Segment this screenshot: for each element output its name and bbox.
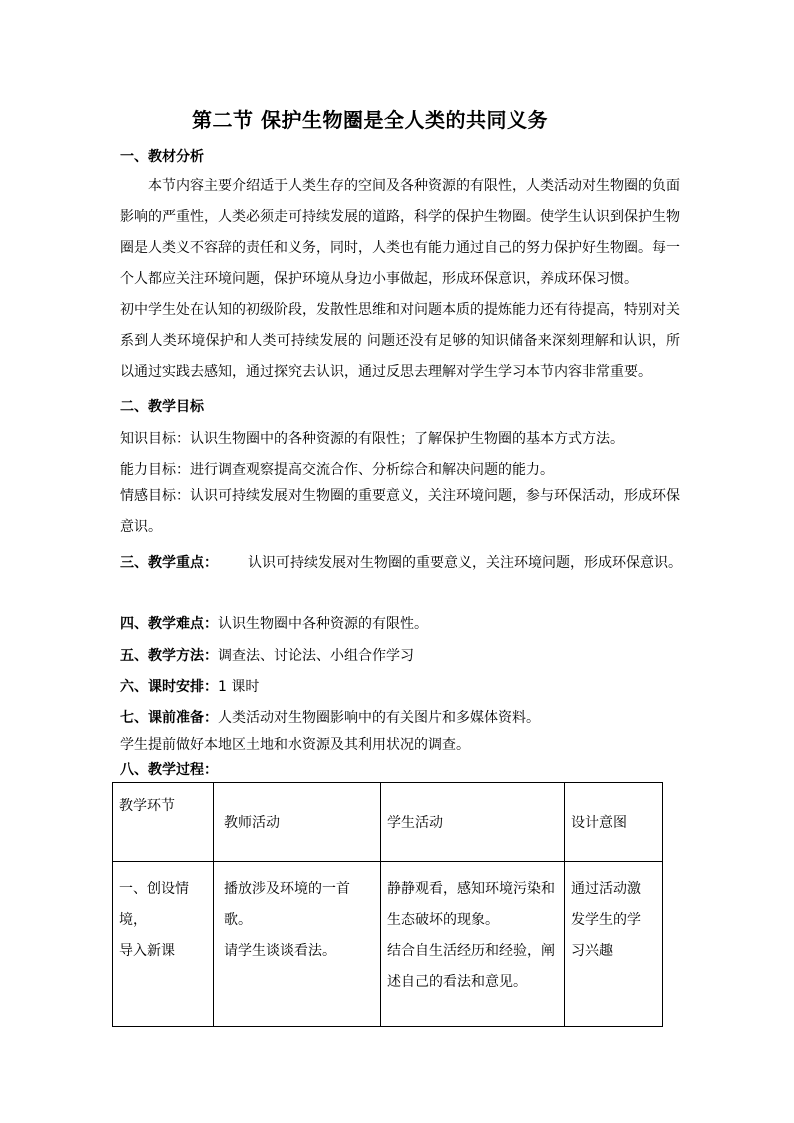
student-text-2: 生态破坏的现象。 — [387, 912, 499, 928]
student-text-4: 述自己的看法和意见。 — [387, 974, 527, 990]
teacher-text-1: 播放涉及环境的一首歌。 — [224, 881, 350, 928]
method-line — [120, 645, 414, 665]
difficulty-text: 认识生物圈中各种资源的有限性。 — [218, 616, 428, 632]
difficulty-line — [120, 613, 428, 633]
student-text-1: 静静观看，感知环境污染和 — [387, 881, 555, 897]
difficulty-label: 四、教学难点： — [120, 616, 218, 632]
preparation-label: 七、课前准备： — [120, 710, 218, 726]
intent-text-3: 习兴趣 — [571, 943, 613, 959]
table-header-stage: 教学环节 — [113, 783, 214, 862]
section-heading-analysis: 一、教材分析 — [120, 149, 204, 165]
analysis-paragraph-1: 本节内容主要介绍适于人类生存的空间及各种资源的有限性，人类活动对生物圈的负面影响的严重性，人类必须走可持续发展的道路，科学的保护生物圈。使学生认识到保护生物圈是人类义不容辞的责任和义务，同时，人类也有能力通过自己的努力保护好生物圈。每一个人都应关注环境问题，保护环境从身边小事做起，形成环保意识，养成环保习惯。 — [120, 178, 680, 287]
analysis-paragraph-2: 初中学生处在认知的初级阶段，发散性思维和对问题本质的提炼能力还有待提高，特别对关系到人类环境保护和人类可持续发展的 问题还没有足够的知识储备来深刻理解和认识，所以通过实践去感知，通过探究去认识，通过反思去理解对学生学习本节内容非常重要。 — [120, 302, 680, 380]
page-title: 第二节 保护生物圈是全人类的共同义务 — [192, 108, 548, 132]
stage-cell — [113, 862, 214, 1027]
preparation-text: 人类活动对生物圈影响中的有关图片和多媒体资料。 — [218, 710, 540, 726]
section-heading-process: 八、教学过程： — [120, 762, 218, 778]
table-row — [113, 862, 663, 1027]
emotion-goal: 情感目标：认识可持续发展对生物圈的重要意义，关注环境问题，参与环保活动，形成环保意识。 — [120, 488, 680, 535]
method-label: 五、教学方法： — [120, 648, 218, 664]
schedule-line — [120, 676, 259, 696]
schedule-text: 1 课时 — [218, 679, 260, 695]
key-point-text: 认识可持续发展对生物圈的重要意义，关注环境问题，形成环保意识。 — [248, 555, 682, 571]
knowledge-goal: 知识目标：认识生物圈中的各种资源的有限性；了解保护生物圈的基本方式方法。 — [120, 431, 624, 447]
table-header-teacher: 教师活动 — [214, 783, 381, 862]
table-header-row — [113, 783, 663, 862]
teaching-process-table — [112, 782, 663, 1027]
schedule-label: 六、课时安排： — [120, 679, 218, 695]
key-point-label: 三、教学重点： — [120, 555, 218, 571]
teacher-text-2: 请学生谈谈看法。 — [224, 943, 336, 959]
intent-text-2: 发学生的学 — [571, 912, 641, 928]
intent-cell — [565, 862, 663, 1027]
stage-text-2: 导入新课 — [119, 943, 175, 959]
teacher-cell — [214, 862, 381, 1027]
key-point-line — [120, 552, 682, 572]
ability-goal: 能力目标：进行调查观察提高交流合作、分析综合和解决问题的能力。 — [120, 462, 554, 478]
preparation-line-2: 学生提前做好本地区土地和水资源及其利用状况的调查。 — [120, 737, 470, 753]
intent-text-1: 通过活动激 — [571, 881, 641, 897]
table-header-student: 学生活动 — [381, 783, 565, 862]
preparation-line — [120, 707, 540, 727]
student-text-3: 结合自生活经历和经验，阐 — [387, 943, 555, 959]
method-text: 调查法、讨论法、小组合作学习 — [218, 648, 414, 664]
student-cell — [381, 862, 565, 1027]
table-header-intent: 设计意图 — [565, 783, 663, 862]
stage-text-1: 一、创设情境， — [119, 881, 189, 928]
section-heading-goals: 二、教学目标 — [120, 399, 204, 415]
